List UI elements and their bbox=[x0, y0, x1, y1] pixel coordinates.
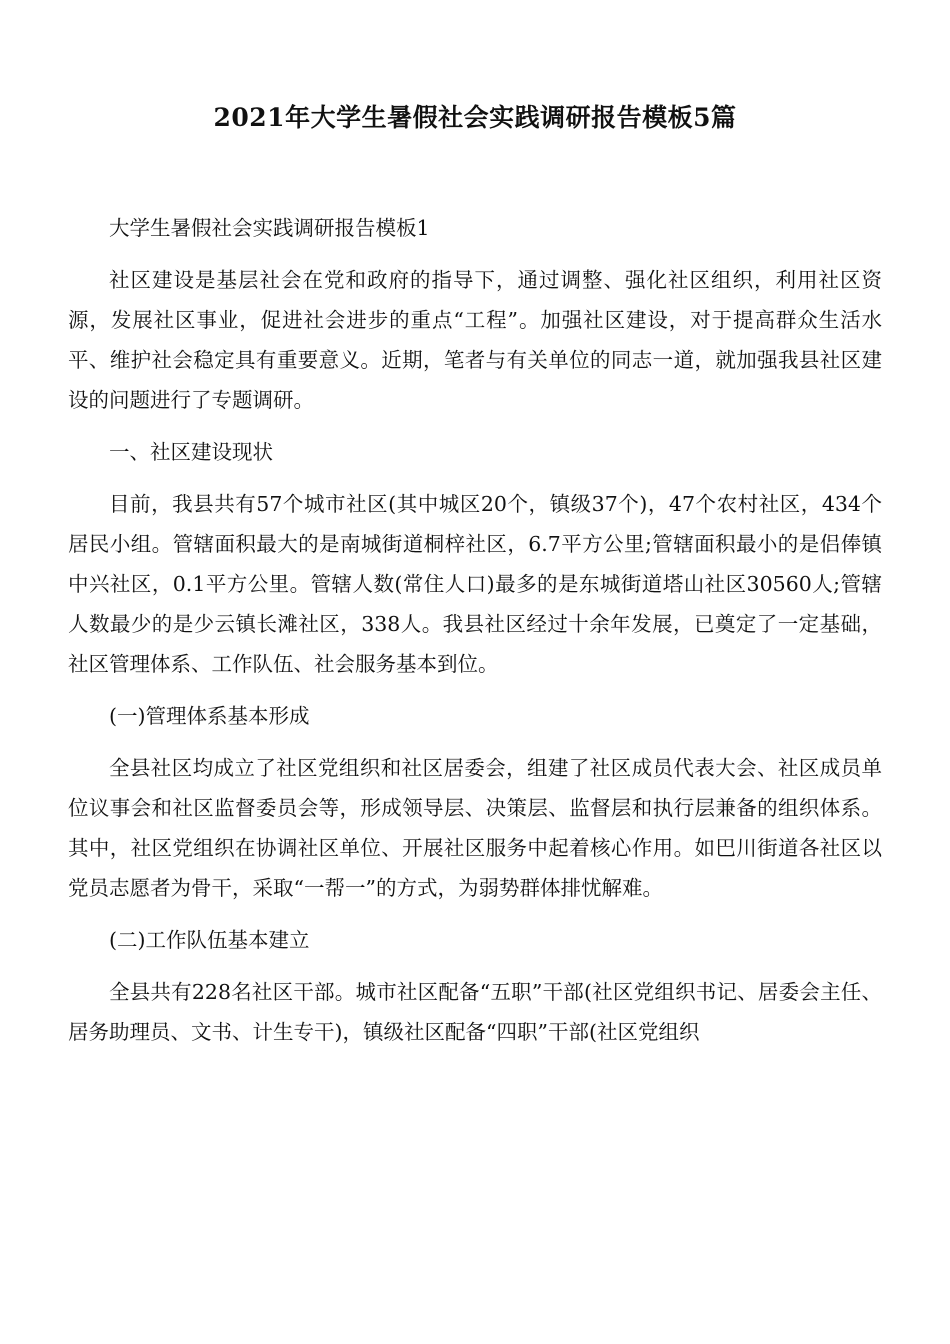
document-body bbox=[68, 208, 882, 1064]
subsection-heading-management: (一)管理体系基本形成 bbox=[109, 704, 310, 728]
section-subtitle: 大学生暑假社会实践调研报告模板1 bbox=[109, 216, 430, 240]
section-heading-status: 一、社区建设现状 bbox=[109, 440, 273, 464]
document-title: 2021年大学生暑假社会实践调研报告模板5篇 bbox=[213, 103, 737, 132]
paragraph-status: 目前，我县共有57个城市社区(其中城区20个，镇级37个)，47个农村社区，434个居民小组。管辖面积最大的是南城街道桐梓社区，6.7平方公里;管辖面积最小的是侣俸镇中兴社区，0.1平方公里。管辖人数(常住人口)最多的是东城街道塔山社区30560人;管辖人数最少的是少云镇长滩社区，338人。我县社区经过十余年发展，已奠定了一定基础，社区管理体系、工作队伍、社会服务基本到位。 bbox=[68, 492, 882, 676]
paragraph-intro: 社区建设是基层社会在党和政府的指导下，通过调整、强化社区组织，利用社区资源，发展社区事业，促进社会进步的重点“工程”。加强社区建设，对于提高群众生活水平、维护社会稳定具有重要意义。近期，笔者与有关单位的同志一道，就加强我县社区建设的问题进行了专题调研。 bbox=[68, 268, 882, 412]
paragraph-management: 全县社区均成立了社区党组织和社区居委会，组建了社区成员代表大会、社区成员单位议事会和社区监督委员会等，形成领导层、决策层、监督层和执行层兼备的组织体系。其中，社区党组织在协调社区单位、开展社区服务中起着核心作用。如巴川街道各社区以党员志愿者为骨干，采取“一帮一”的方式，为弱势群体排忧解难。 bbox=[68, 756, 882, 900]
subsection-heading-team: (二)工作队伍基本建立 bbox=[109, 928, 310, 952]
paragraph-team: 全县共有228名社区干部。城市社区配备“五职”干部(社区党组织书记、居委会主任、居务助理员、文书、计生专干)，镇级社区配备“四职”干部(社区党组织 bbox=[68, 980, 882, 1044]
